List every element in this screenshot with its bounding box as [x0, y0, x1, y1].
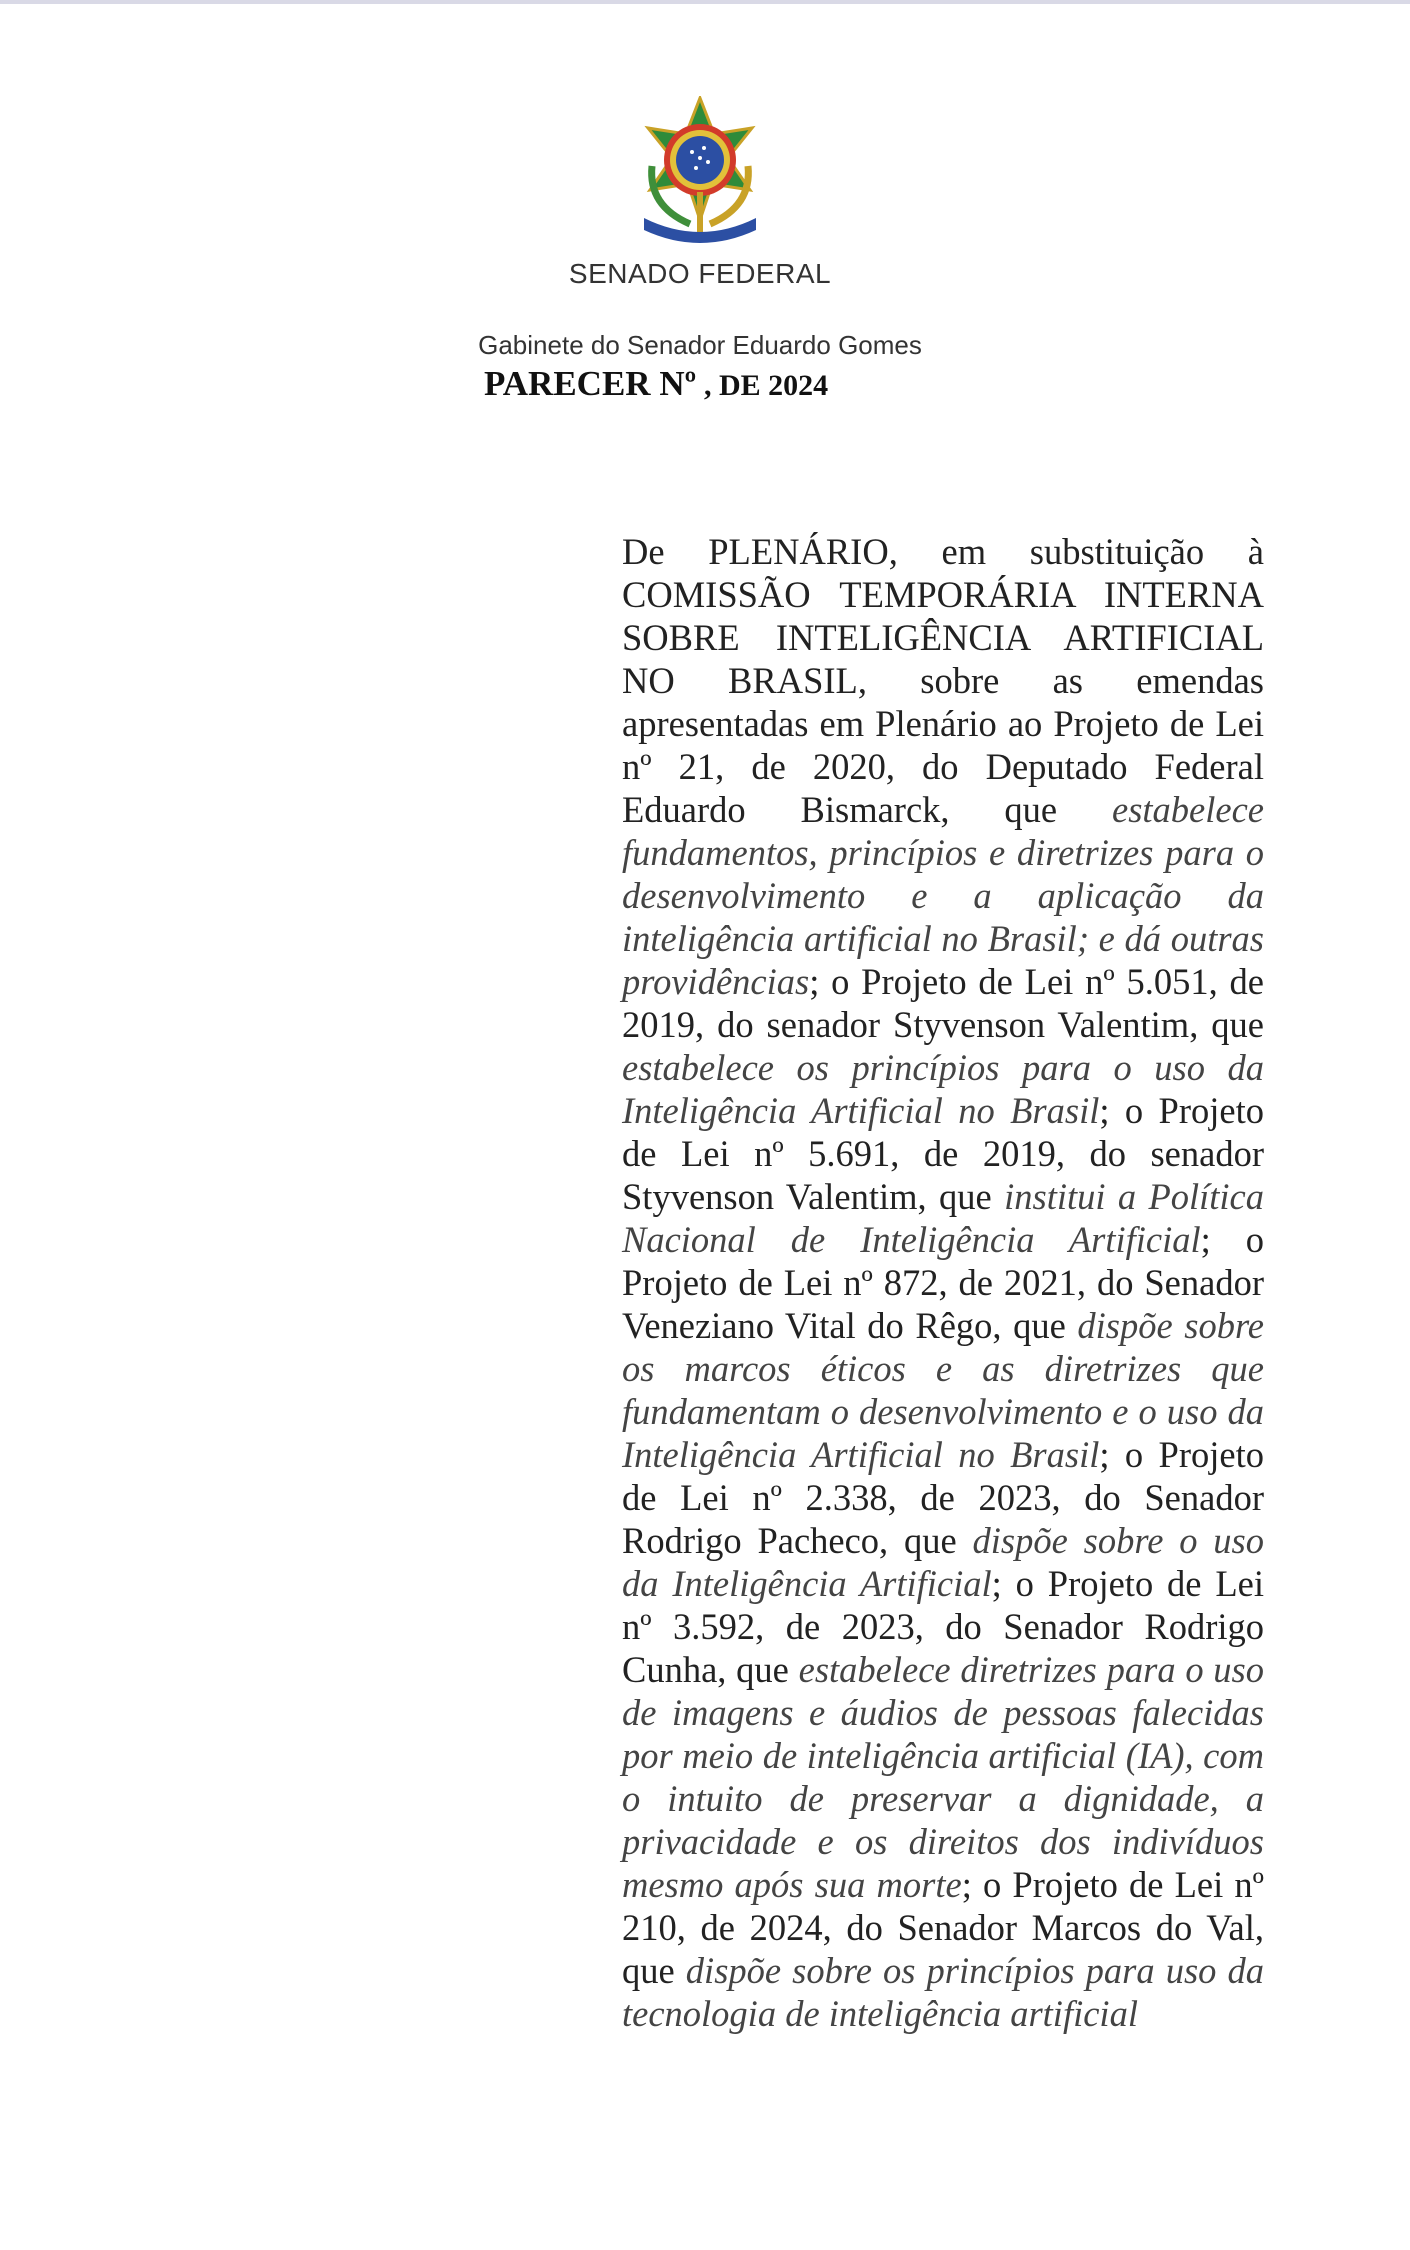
- ementa-text: ; o Projeto de Lei nº 3.592, de 2023, do Senador Rodrigo Cunha, que: [622, 1563, 1264, 1690]
- ementa-text: ; o Projeto de Lei nº 872, de 2021, do Senador Veneziano Vital do Rêgo, que: [622, 1219, 1264, 1346]
- ementa-bill-summary: estabelece diretrizes para o uso de imagens e áudios de pessoas falecidas por meio de inteligência artificial (IA), com o intuito de preservar a dignidade, a privacidade e os direitos dos indivíduos mesmo após sua morte: [622, 1649, 1265, 1905]
- ementa-bill-summary: estabelece os princípios para o uso da Inteligência Artificial no Brasil: [622, 1047, 1264, 1131]
- doc-year-label: , DE 2024: [704, 369, 829, 402]
- ementa-text: ; o Projeto de Lei nº 5.051, de 2019, do senador Styvenson Valentim, que: [622, 961, 1264, 1045]
- top-border: [0, 0, 1410, 4]
- ementa-bill-summary: institui a Política Nacional de Inteligência Artificial: [622, 1176, 1265, 1260]
- ementa-text: ; o Projeto de Lei nº 2.338, de 2023, do Senador Rodrigo Pacheco, que: [622, 1434, 1264, 1561]
- ementa-bill-summary: estabelece fundamentos, princípios e diretrizes para o desenvolvimento e a aplicação da inteligência artificial no Brasil; e dá outras providências: [622, 789, 1264, 1002]
- institution-name: SENADO FEDERAL: [568, 258, 832, 289]
- ementa-bill-summary: dispõe sobre os marcos éticos e as diretrizes que fundamentam o desenvolvimento e o uso da Inteligência Artificial no Brasil: [622, 1305, 1264, 1475]
- ementa-paragraph: [622, 530, 1264, 2035]
- ementa-text: ; o Projeto de Lei nº 5.691, de 2019, do senador Styvenson Valentim, que: [622, 1090, 1264, 1217]
- ementa-bill-summary: dispõe sobre os princípios para uso da tecnologia de inteligência artificial: [622, 1950, 1265, 2034]
- document-title: [484, 364, 984, 404]
- brazil-coat-of-arms-icon: [630, 96, 770, 246]
- ementa-text: ; o Projeto de Lei nº 210, de 2024, do Senador Marcos do Val, que: [622, 1864, 1264, 1991]
- ementa-bill-summary: dispõe sobre o uso da Inteligência Artificial: [622, 1520, 1264, 1604]
- doc-number-label: PARECER Nº: [484, 364, 697, 403]
- office-name: Gabinete do Senador Eduardo Gomes: [478, 330, 922, 360]
- ementa-text: De PLENÁRIO, em substituição à COMISSÃO TEMPORÁRIA INTERNA SOBRE INTELIGÊNCIA ARTIFICIAL NO BRASIL, sobre as emendas apresentadas em Plenário ao Projeto de Lei nº 21, de 2020, do Deputado Federal Eduardo Bismarck, que: [622, 531, 1264, 830]
